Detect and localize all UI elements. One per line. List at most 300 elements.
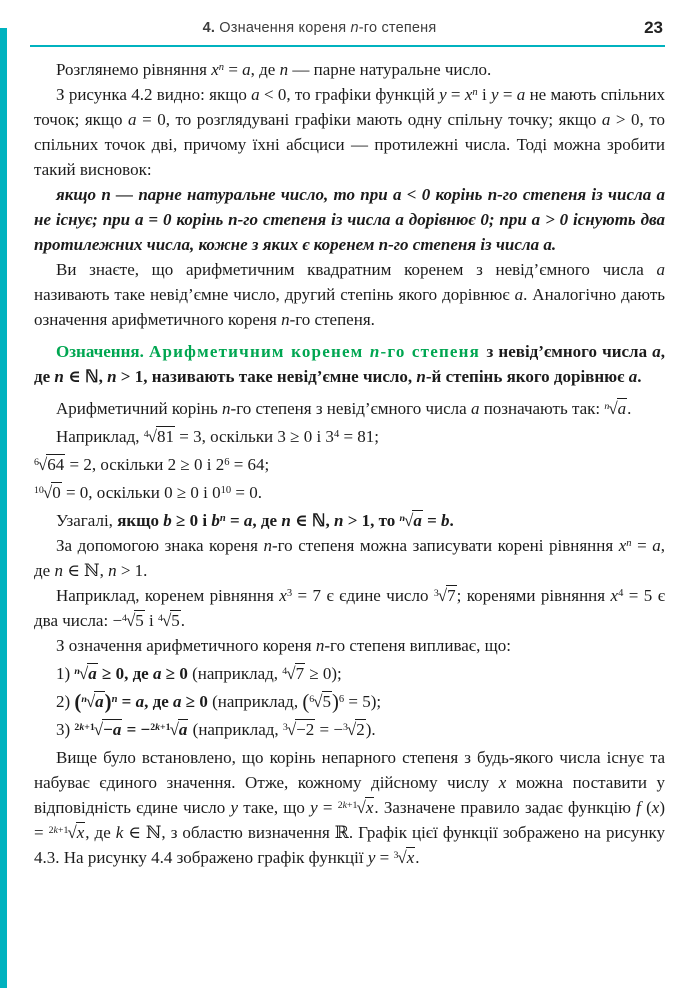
text-run: -й степінь якого дорівнює [425, 367, 629, 386]
text-run: і [477, 85, 491, 104]
text-run: Означення кореня [215, 20, 351, 36]
radicand [412, 510, 423, 530]
root-index [34, 457, 39, 468]
paragraph-properties-intro [34, 633, 665, 658]
text-run: 2 [48, 824, 54, 836]
text-run: x [618, 536, 627, 555]
root-index [49, 825, 69, 836]
superscript [112, 694, 118, 705]
property-1 [34, 661, 665, 686]
text-run: a [242, 60, 251, 79]
text-run: n [281, 310, 290, 329]
radical-sign: √ [313, 692, 322, 711]
text-run: x [464, 85, 473, 104]
radicand [51, 482, 62, 502]
text-run: = [224, 60, 243, 79]
property-3 [34, 717, 665, 742]
text-run: 3 [393, 849, 399, 861]
root-index [393, 850, 398, 861]
text-run: 10 [34, 484, 44, 496]
radical-sign: √ [437, 586, 447, 605]
text-run: k [79, 721, 85, 733]
superscript [472, 87, 477, 98]
text-run: Розглянемо рівняння [56, 60, 212, 79]
radical-sign: √ [37, 455, 47, 474]
text-run: a [88, 664, 97, 683]
text-run: 4 [618, 587, 624, 599]
text-run: = 0. [231, 483, 262, 502]
text-run: = [117, 692, 136, 711]
text-run: a [173, 692, 182, 711]
text-run: . [180, 611, 186, 630]
text-run: n [54, 367, 64, 386]
text-run: 2) [56, 692, 75, 711]
root-index [122, 613, 127, 624]
radicand [617, 398, 628, 418]
root-index [309, 694, 314, 705]
text-run: 6 [224, 456, 230, 468]
text-run: = − [315, 720, 343, 739]
root-index [343, 722, 348, 733]
text-run: x [279, 586, 287, 605]
text-run: 6 [34, 456, 39, 468]
text-run: 3 [433, 587, 439, 599]
text-run: = 5 є два числа: − [34, 586, 665, 630]
text-run: З означення арифметичного кореня [56, 636, 316, 655]
text-run: Наприклад, [56, 427, 144, 446]
nth-root [309, 692, 332, 711]
header-rule [30, 45, 665, 47]
text-run: Арифметичний корінь [56, 399, 223, 418]
text-run: . [627, 399, 632, 418]
nth-root [393, 848, 415, 867]
radicand [355, 719, 366, 739]
text-run: = [422, 511, 442, 530]
text-run: = − [122, 720, 151, 739]
root-index [144, 429, 149, 440]
text-run: 7 [447, 586, 456, 605]
paragraph-general-rule [34, 508, 665, 533]
text-run: ( [302, 691, 310, 714]
text-run: x [610, 586, 619, 605]
text-run: З рисунка 4.2 видно: якщо [56, 85, 252, 104]
text-run: n [604, 400, 610, 412]
section-title [34, 20, 605, 36]
text-run: ∈ ℕ, [63, 367, 108, 386]
radicand [87, 663, 98, 683]
text-run: , де [252, 511, 282, 530]
radical-sign: √ [147, 427, 156, 446]
text-run: b [211, 511, 220, 530]
text-run: 6 [338, 693, 345, 705]
text-run: +1 [84, 721, 95, 733]
text-run: , де [34, 342, 665, 386]
text-run: ≥ 0 і [171, 511, 212, 530]
root-index [604, 401, 609, 412]
text-run: і [144, 611, 159, 630]
text-run: f [636, 798, 641, 817]
text-run: a [656, 260, 665, 279]
root-index [400, 513, 405, 524]
text-run: . [415, 848, 420, 867]
text-run: ∈ ℕ, [62, 561, 109, 580]
radicand [322, 691, 333, 711]
text-run: n [108, 561, 117, 580]
text-run: − [103, 720, 113, 739]
root-index [150, 722, 170, 733]
text-run: , де [250, 60, 280, 79]
radical-sign: √ [125, 611, 135, 630]
paragraph-root-sign-usage [34, 533, 665, 583]
radical-sign: √ [356, 798, 365, 817]
superscript [220, 513, 226, 524]
root-index [74, 666, 79, 677]
text-run: 64 [47, 455, 65, 474]
paragraph-conclusion-bold [34, 182, 665, 257]
paragraph-odd-root-function [34, 745, 665, 870]
text-run: За допомогою знака кореня [56, 536, 264, 555]
text-run: , де [34, 536, 665, 580]
text-run: a [135, 692, 145, 711]
text-run: a [178, 720, 188, 739]
text-run: = [498, 85, 517, 104]
text-run: ; коренями рівняння [456, 586, 611, 605]
text-run: n [279, 60, 289, 79]
superscript [618, 588, 623, 599]
text-run: ≥ 0 [161, 664, 188, 683]
root-index [434, 588, 439, 599]
text-run: (наприклад, [187, 664, 283, 683]
text-run: 0 [52, 483, 61, 502]
radicand [102, 719, 122, 739]
example-root-64 [34, 452, 665, 477]
text-run: = 5); [344, 692, 382, 711]
text-run: n [263, 536, 272, 555]
text-run: +1 [346, 799, 358, 811]
radical-sign: √ [286, 720, 296, 739]
text-run: x [76, 823, 85, 842]
text-run: таке, що [238, 798, 311, 817]
example-root-0 [34, 480, 665, 505]
text-run: n [54, 561, 63, 580]
superscript [339, 694, 344, 705]
text-run: +1 [160, 721, 171, 733]
property-2 [34, 689, 665, 714]
nth-root [74, 664, 97, 683]
nth-root [144, 427, 175, 446]
text-run: a [112, 720, 122, 739]
radicand [46, 454, 65, 474]
nth-root [34, 455, 65, 474]
text-run: > 1, називають таке невід’ємне число, [116, 367, 417, 386]
text-run: Арифметичним коренем [149, 342, 370, 361]
radical-sign: √ [346, 720, 356, 739]
text-run: = [317, 798, 338, 817]
radical-sign: √ [93, 720, 103, 739]
page-number: 23 [644, 18, 663, 37]
text-run: = 64; [229, 455, 270, 474]
text-run: n [416, 367, 426, 386]
text-run: ) = [34, 798, 666, 842]
text-run: n [281, 511, 291, 530]
paragraph-equation-examples [34, 583, 665, 633]
text-run: = 0, оскільки 0 ≥ 0 і 0 [61, 483, 221, 502]
paragraph-notation [34, 396, 665, 421]
nth-root [81, 692, 104, 711]
text-run: x [651, 798, 660, 817]
text-run: 4 [143, 428, 149, 440]
text-run: 2 [150, 721, 156, 733]
text-run: a [516, 85, 526, 104]
text-run: 2 [74, 721, 80, 733]
text-run: k [53, 824, 58, 836]
radicand [365, 797, 375, 817]
text-run: — парне натуральне число. [288, 60, 492, 79]
root-index [282, 666, 287, 677]
text-run: 7 [295, 664, 305, 683]
superscript [334, 429, 339, 440]
text-run: Вище було встановлено, що корінь непарного степеня з будь-якого числа існує та набуває єдиного значення. Отже, кожному дійсному числу [34, 748, 665, 792]
text-run: ∈ ℕ, з областю визначення ℝ. Графік цієї функції зображено на рисунку 4.3. На рисунку 4.4 зображено графік функції [34, 823, 665, 867]
superscript [224, 457, 229, 468]
text-run: = 3, оскільки 3 ≥ 0 і 3 [175, 427, 334, 446]
nth-root [34, 483, 62, 502]
superscript [219, 62, 224, 73]
text-run: . Зазначене правило задає функцію [374, 798, 637, 817]
radical-sign: √ [85, 692, 95, 711]
text-run: не мають спільних точок; якщо [34, 85, 665, 129]
text-run: b [163, 511, 172, 530]
text-run: n [333, 511, 344, 530]
radical-sign: √ [67, 823, 76, 842]
superscript [287, 588, 292, 599]
text-run: x [406, 848, 415, 867]
text-run: можна поставити у відповідність єдине число [34, 773, 665, 817]
text-run: , де [85, 823, 116, 842]
text-run: k [115, 823, 124, 842]
text-run: n [218, 61, 225, 73]
text-run: = [375, 848, 394, 867]
text-run: n [107, 367, 117, 386]
radicand [134, 610, 145, 630]
text-run: -го степеня [358, 20, 437, 36]
nth-root [49, 823, 86, 842]
text-run: ( [74, 691, 82, 714]
radical-sign: √ [42, 483, 52, 502]
page-header [34, 18, 665, 42]
radicand [178, 719, 189, 739]
text-run: y [310, 798, 318, 817]
text-run: = [446, 85, 465, 104]
nth-root [158, 611, 181, 630]
radical-sign: √ [78, 664, 88, 683]
paragraph-arithmetic-square-root [34, 257, 665, 332]
nth-root [150, 720, 188, 739]
text-run: a [413, 511, 422, 530]
text-run: 2 [337, 799, 343, 811]
text-run: ( [640, 798, 652, 817]
text-run: 81 [157, 427, 174, 446]
text-run: n [350, 20, 359, 36]
text-run: якщо [117, 511, 164, 530]
text-run: , де [144, 692, 174, 711]
text-run: ≥ 0, де [97, 664, 153, 683]
radical-sign: √ [161, 611, 171, 630]
text-run: ∈ ℕ, [290, 511, 334, 530]
text-run: y [367, 848, 376, 867]
text-run: ) [104, 691, 112, 714]
left-accent-bar [0, 28, 7, 988]
text-run: Означення. [56, 342, 149, 361]
text-run: 3 [286, 587, 293, 599]
text-run: y [491, 85, 499, 104]
text-run: 5 [171, 611, 180, 630]
text-run: n [369, 342, 381, 361]
text-run: ≥ 0 [181, 692, 208, 711]
text-run: -го степеня [380, 342, 487, 361]
text-run: a [617, 399, 627, 418]
text-run: a [652, 536, 661, 555]
superscript [221, 485, 232, 496]
text-run: 5 [135, 611, 144, 630]
text-run: n [111, 693, 118, 705]
text-run: a [251, 85, 260, 104]
radical-sign: √ [397, 848, 406, 867]
root-index [283, 722, 288, 733]
example-root-81 [34, 424, 665, 449]
text-run: 1) [56, 664, 75, 683]
text-run: y [439, 85, 447, 104]
text-run: a [243, 511, 253, 530]
text-run: ≥ 0); [305, 664, 342, 683]
radicand [76, 822, 86, 842]
text-run: 3) [56, 720, 75, 739]
text-run: = 81; [339, 427, 380, 446]
text-run: 10 [220, 484, 232, 496]
text-run: a [128, 110, 137, 129]
root-index [338, 800, 358, 811]
text-run: n [315, 636, 325, 655]
nth-root [283, 720, 315, 739]
radicand [156, 426, 175, 446]
text-run: a [514, 285, 524, 304]
text-run: = 0, то розглядувані графіки мають одну спільну точку; якщо [136, 110, 602, 129]
superscript [626, 538, 631, 549]
text-run: x [498, 773, 507, 792]
text-run: a [652, 342, 661, 361]
text-run: 6 [309, 693, 315, 705]
text-run: 3 [282, 721, 288, 733]
text-run: -го степеня випливає, що: [324, 636, 511, 655]
nth-root [400, 511, 423, 530]
text-run: x [365, 798, 374, 817]
text-run: (наприклад, [207, 692, 303, 711]
text-run: якщо n — парне натуральне число, то при a < 0 корінь n-го степеня із числа a не існує; при a = 0 корінь n-го степеня із числа a дорівнює 0; при a > 0 існують два протилежних числа, кожне з яких є коренем n-го степеня із числа a. [34, 185, 665, 254]
radicand [406, 847, 416, 867]
text-run: 4 [158, 612, 163, 624]
text-run: a [95, 692, 104, 711]
text-run: −2 [296, 720, 315, 739]
text-run: (наприклад, [188, 720, 283, 739]
text-run: a [601, 110, 611, 129]
nth-root [74, 720, 122, 739]
root-index [81, 694, 86, 705]
text-run: b [441, 511, 450, 530]
text-run: Узагалі, [56, 511, 118, 530]
text-run: 3 [342, 721, 348, 733]
text-run: n [472, 86, 478, 98]
text-run: n [81, 693, 87, 705]
text-run: позначають так: [479, 399, 605, 418]
text-run: Наприклад, коренем рівняння [56, 586, 280, 605]
text-run: > 1. [116, 561, 148, 580]
nth-root [604, 399, 627, 418]
paragraph-intro-equation [34, 57, 665, 82]
radicand [295, 719, 315, 739]
nth-root [343, 720, 366, 739]
root-index [158, 613, 163, 624]
nth-root [434, 586, 457, 605]
text-run: 4. [202, 20, 216, 36]
radical-sign: √ [404, 511, 413, 530]
text-run: a [470, 399, 480, 418]
radicand [446, 585, 457, 605]
root-index [34, 485, 44, 496]
text-run: -го степеня з невід’ємного числа [230, 399, 471, 418]
text-run: називають таке невід’ємне число, другий степінь якого дорівнює [34, 285, 515, 304]
text-run: -го степеня можна записувати корені рівняння [271, 536, 619, 555]
text-run: = 7 є єдине число [292, 586, 434, 605]
text-run: +1 [57, 824, 69, 836]
radical-sign: √ [169, 720, 178, 739]
text-run: x [211, 60, 219, 79]
text-run: > 1, то [343, 511, 400, 530]
text-run: a [152, 664, 162, 683]
text-run: a [628, 367, 638, 386]
text-run: -го степеня. [289, 310, 375, 329]
text-run: n [626, 537, 632, 549]
text-run: < 0, то графіки функцій [259, 85, 440, 104]
radical-sign: √ [286, 664, 295, 683]
text-run: 5 [322, 692, 331, 711]
text-run: з невід’ємного числа [486, 342, 653, 361]
text-run: 2 [356, 720, 365, 739]
text-run: > 0, то спільних точок дві, причому їхні абсциси — протилежні числа. Тоді можна зробити такий висновок: [34, 110, 666, 179]
radicand [170, 610, 181, 630]
text-run: n [219, 512, 226, 524]
nth-root [282, 664, 305, 683]
text-run: 4 [122, 612, 127, 624]
text-run: . [449, 511, 454, 530]
text-run: k [342, 799, 347, 811]
text-run: . [637, 367, 642, 386]
text-run: = [631, 536, 653, 555]
radicand [94, 691, 105, 711]
nth-root [338, 798, 375, 817]
text-run: y [230, 798, 239, 817]
text-run: ). [365, 720, 376, 739]
definition-block [34, 339, 665, 389]
text-run: n [222, 399, 231, 418]
page-content [34, 57, 665, 870]
text-run: . Аналогічно дають означення арифметичного кореня [34, 285, 665, 329]
text-run: = [225, 511, 244, 530]
text-run: n [399, 512, 406, 524]
nth-root [122, 611, 145, 630]
text-run: = 2, оскільки 2 ≥ 0 і 2 [65, 455, 225, 474]
text-run: 4 [282, 665, 288, 677]
text-run: k [155, 721, 161, 733]
